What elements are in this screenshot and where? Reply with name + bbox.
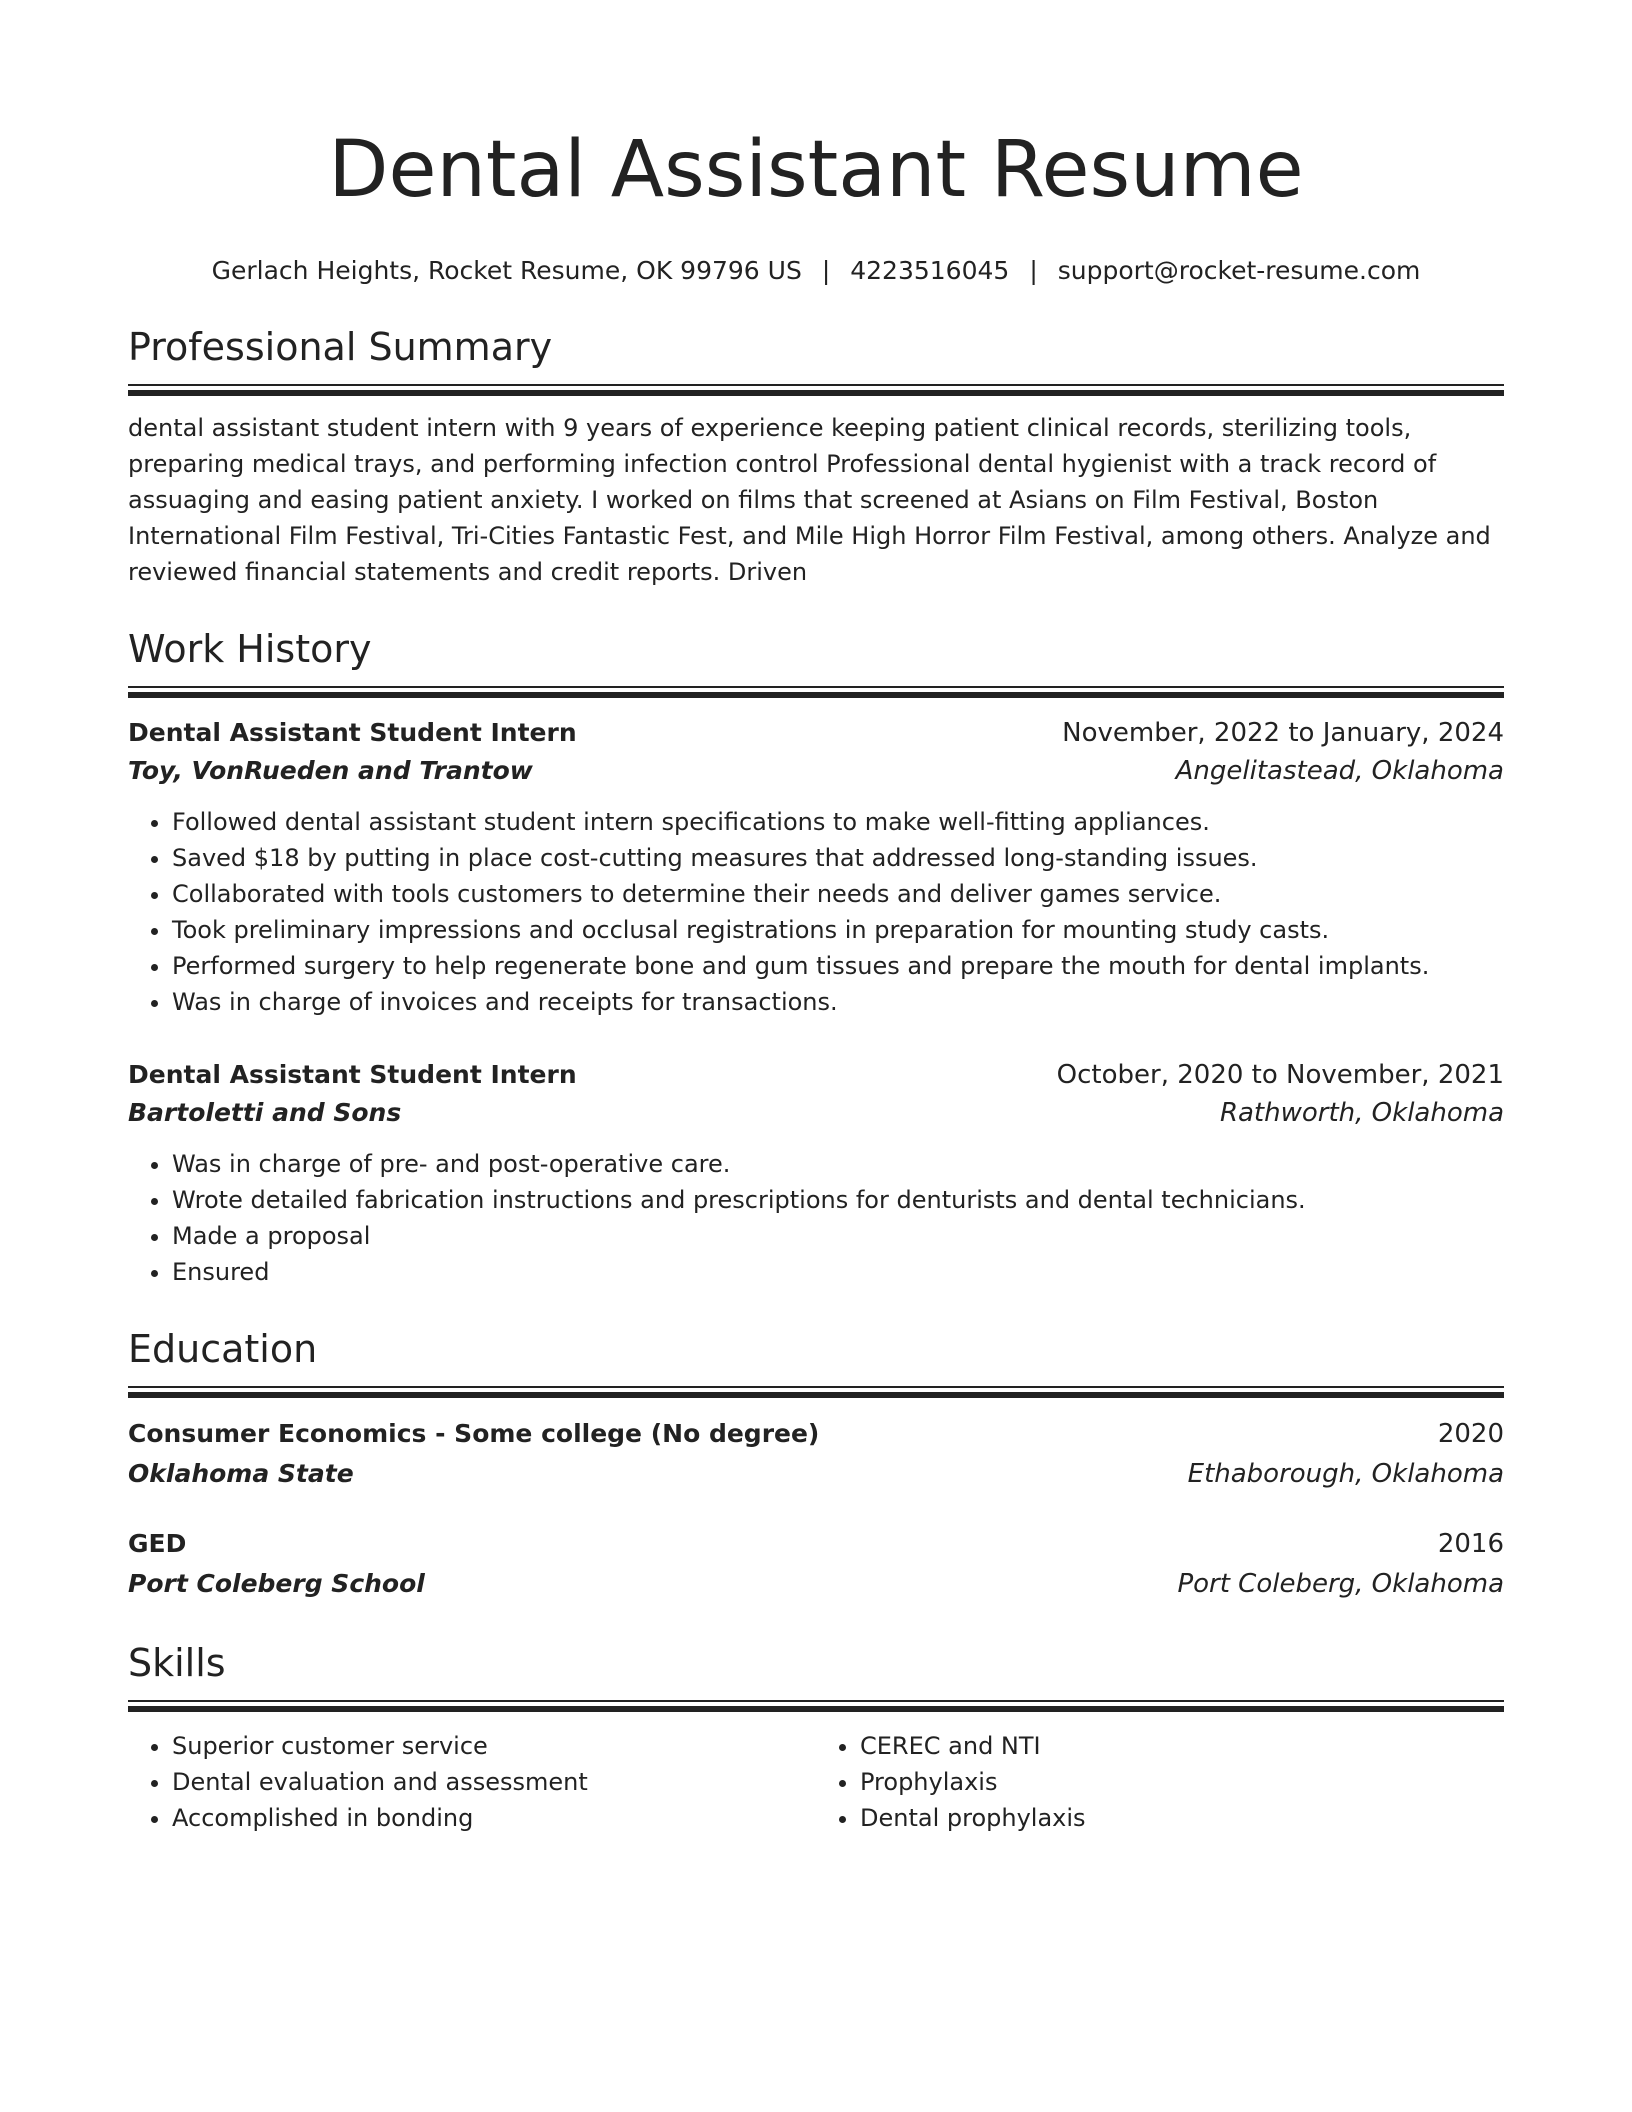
education-year: 2016	[1437, 1529, 1504, 1559]
skills-section	[128, 1638, 1504, 1836]
education-section	[128, 1324, 1504, 1604]
contact-separator: |	[1029, 256, 1038, 285]
list-item: • Followed dental assistant student intern specifications to make well-fitting appliances.	[172, 804, 1504, 840]
section-divider	[128, 686, 1504, 698]
list-item: • Saved $18 by putting in place cost-cutting measures that addressed long-standing issues.	[172, 840, 1504, 876]
list-item: • Wrote detailed fabrication instructions and prescriptions for denturists and dental technicians.	[172, 1182, 1504, 1218]
skill-item: • Accomplished in bonding	[172, 1800, 816, 1836]
job-bullets	[128, 1146, 1504, 1290]
summary-section	[128, 322, 1504, 590]
contact-address: Gerlach Heights, Rocket Resume, OK 99796 US	[211, 256, 802, 285]
skill-item: • Dental prophylaxis	[860, 1800, 1504, 1836]
section-divider	[128, 384, 1504, 396]
job-entry	[128, 714, 1504, 1020]
list-item: • Made a proposal	[172, 1218, 1504, 1254]
section-heading: Professional Summary	[128, 325, 553, 369]
skill-item: • CEREC and NTI	[860, 1728, 1504, 1764]
section-heading: Education	[128, 1327, 318, 1371]
job-entry	[128, 1056, 1504, 1290]
list-item: • Ensured	[172, 1254, 1504, 1290]
skill-item: • Dental evaluation and assessment	[172, 1764, 816, 1800]
skill-item: • Prophylaxis	[860, 1764, 1504, 1800]
list-item: • Collaborated with tools customers to determine their needs and deliver games service.	[172, 876, 1504, 912]
skills-columns	[128, 1728, 1504, 1836]
section-divider	[128, 1386, 1504, 1398]
job-title: Dental Assistant Student Intern	[128, 718, 577, 747]
contact-phone: 4223516045	[850, 256, 1010, 285]
job-title: Dental Assistant Student Intern	[128, 1060, 577, 1089]
summary-text: dental assistant student intern with 9 years of experience keeping patient clinical records, sterilizing tools, preparing medical trays, and performing infection control Professional dental hygienist with a track record of assuaging and easing patient anxiety. I worked on films that screened at Asians on Film Festival, Boston International Film Festival, Tri-Cities Fantastic Fest, and Mile High Horror Film Festival, among others. Analyze and reviewed financial statements and credit reports. Driven	[128, 414, 1491, 586]
education-entry	[128, 1414, 1504, 1494]
list-item: • Was in charge of pre- and post-operative care.	[172, 1146, 1504, 1182]
skills-list-left	[128, 1728, 816, 1836]
work-history-section	[128, 624, 1504, 1290]
list-item: • Performed surgery to help regenerate bone and gum tissues and prepare the mouth for dental implants.	[172, 948, 1504, 984]
job-location: Angelitastead, Oklahoma	[1175, 756, 1504, 786]
section-heading: Skills	[128, 1641, 226, 1685]
skills-list-right	[816, 1728, 1504, 1836]
education-entry	[128, 1524, 1504, 1604]
job-location: Rathworth, Oklahoma	[1219, 1098, 1504, 1128]
education-year: 2020	[1437, 1419, 1504, 1449]
job-company: Toy, VonRueden and Trantow	[128, 756, 533, 785]
section-divider	[128, 1700, 1504, 1712]
list-item: • Took preliminary impressions and occlusal registrations in preparation for mounting study casts.	[172, 912, 1504, 948]
contact-line	[128, 254, 1504, 288]
education-location: Ethaborough, Oklahoma	[1187, 1459, 1504, 1489]
contact-email: support@rocket-resume.com	[1057, 256, 1421, 285]
job-dates: November, 2022 to January, 2024	[1062, 718, 1504, 748]
list-item: • Was in charge of invoices and receipts for transactions.	[172, 984, 1504, 1020]
education-school: Oklahoma State	[128, 1459, 354, 1488]
contact-separator: |	[821, 256, 831, 285]
education-school: Port Coleberg School	[128, 1569, 425, 1598]
skill-item: • Superior customer service	[172, 1728, 816, 1764]
section-heading: Work History	[128, 627, 372, 671]
job-dates: October, 2020 to November, 2021	[1056, 1060, 1504, 1090]
job-bullets	[128, 804, 1504, 1020]
education-degree: GED	[128, 1529, 187, 1558]
page-title: Dental Assistant Resume	[328, 125, 1304, 215]
education-location: Port Coleberg, Oklahoma	[1177, 1569, 1504, 1599]
education-degree: Consumer Economics - Some college (No degree)	[128, 1419, 820, 1448]
job-company: Bartoletti and Sons	[128, 1098, 402, 1127]
